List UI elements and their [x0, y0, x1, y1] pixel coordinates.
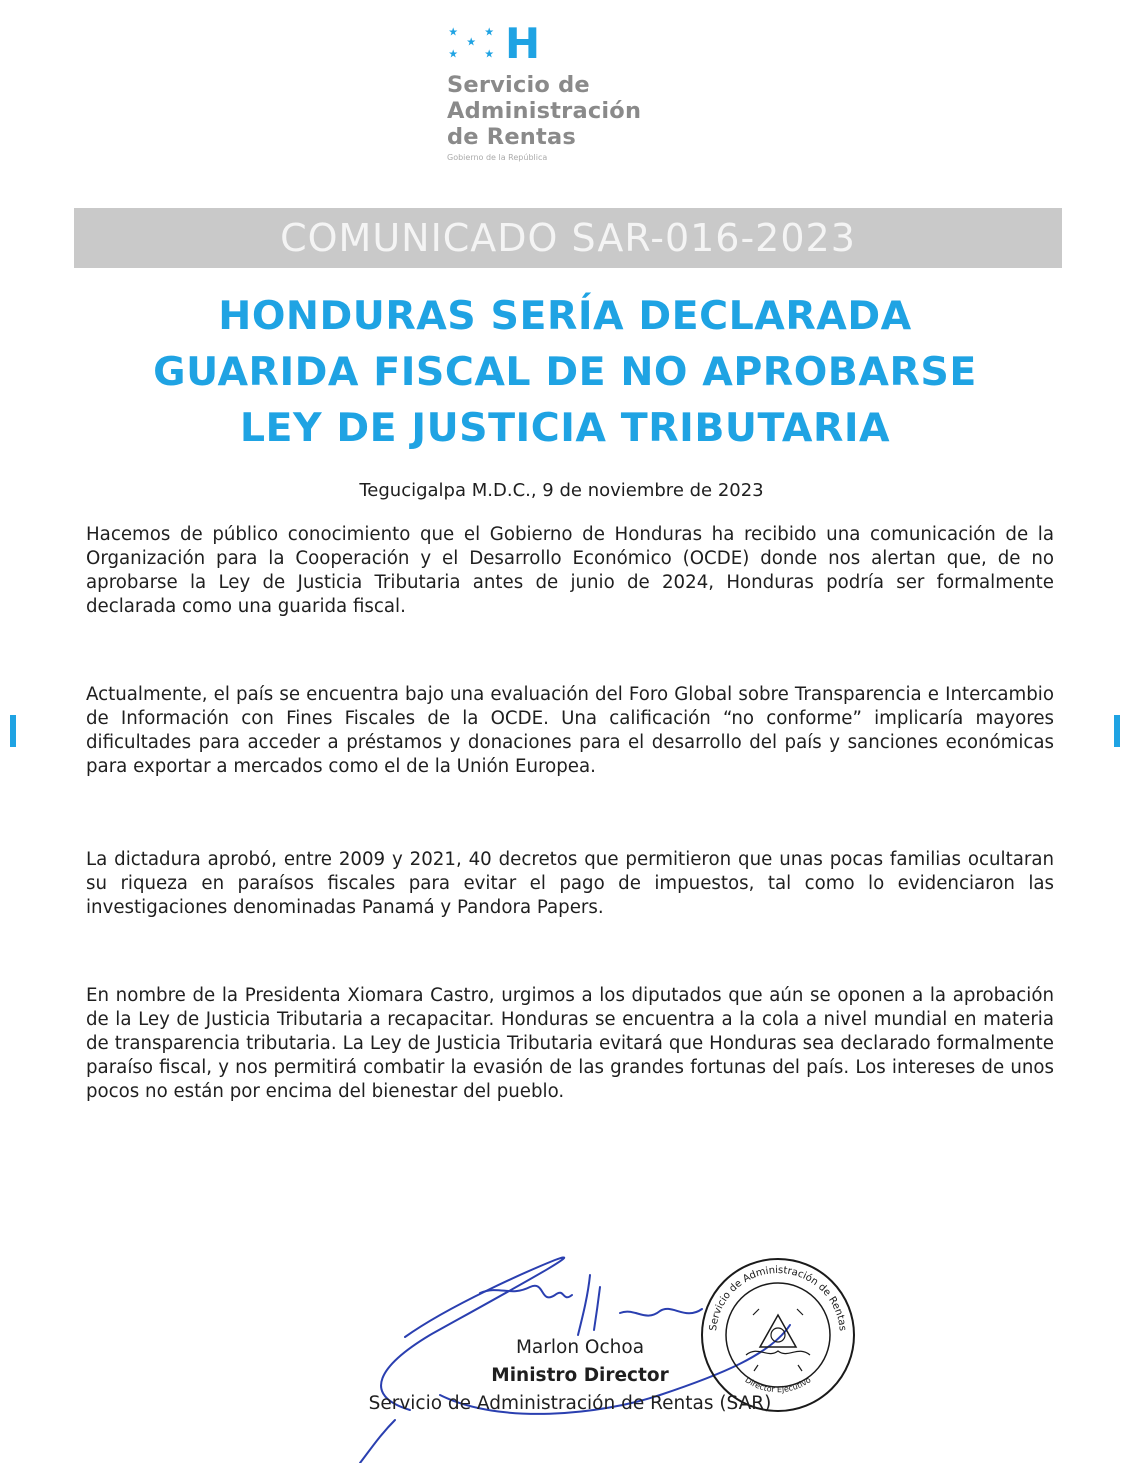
headline-line3: LEY DE JUSTICIA TRIBUTARIA	[239, 405, 891, 451]
svg-text:Director Ejecutivo: Director Ejecutivo	[743, 1375, 813, 1395]
body-paragraph-3: La dictadura aprobó, entre 2009 y 2021, 40 decretos que permitieron que unas pocas familias ocultaran su riqueza en paraísos fiscales para evitar el pago de impuestos, tal como lo evidenciaron las investigaciones denominadas Panamá y Pandora Papers.	[86, 849, 1054, 918]
communique-banner	[74, 208, 1062, 268]
signatory-title: Ministro Director	[491, 1365, 669, 1386]
logo-letter: H	[505, 19, 541, 68]
sar-logo	[447, 19, 707, 162]
official-seal	[698, 1255, 858, 1415]
signature-block	[300, 1225, 880, 1463]
dateline: Tegucigalpa M.D.C., 9 de noviembre de 2023	[359, 480, 764, 501]
logo-name	[447, 72, 707, 150]
body-paragraph-2: Actualmente, el país se encuentra bajo una evaluación del Foro Global sobre Transparencia e Intercambio de Información con Fines Fiscales de la OCDE. Una calificación “no conforme” implicaría mayores dificultades para acceder a préstamos y donaciones para el desarrollo del país y sanciones económicas para exportar a mercados como el de la Unión Europea.	[86, 684, 1054, 777]
logo-name-line2: Administración	[447, 98, 642, 124]
left-margin-marker	[10, 715, 16, 747]
body-paragraph-4: En nombre de la Presidenta Xiomara Castro, urgimos a los diputados que aún se oponen a la aprobación de la Ley de Justicia Tributaria a recapacitar. Honduras se encuentra a la cola a nivel mundial en materia de transparencia tributaria. La Ley de Justicia Tributaria evitará que Honduras sea declarado formalmente paraíso fiscal, y nos permitirá combatir la evasión de las grandes fortunas del país. Los intereses de unos pocos no están por encima del bienestar del pueblo.	[86, 985, 1054, 1102]
headline	[60, 288, 1070, 456]
signatory-organization: Servicio de Administración de Rentas (SAR)	[368, 1393, 772, 1414]
stars-icon	[447, 26, 503, 62]
logo-mark	[447, 19, 707, 68]
headline-line2: GUARIDA FISCAL DE NO APROBARSE	[153, 349, 977, 395]
right-margin-marker	[1114, 715, 1120, 747]
svg-text:Servicio de Administración de: Servicio de Administración de Rentas	[708, 1264, 848, 1332]
signatory-name: Marlon Ochoa	[515, 1337, 645, 1358]
body-paragraph-1: Hacemos de público conocimiento que el Gobierno de Honduras ha recibido una comunicación de la Organización para la Cooperación y el Desarrollo Económico (OCDE) donde nos alertan que, de no aprobarse la Ley de Justicia Tributaria antes de junio de 2024, Honduras podría ser formalmente declarada como una guarida fiscal.	[86, 524, 1054, 617]
logo-name-line1: Servicio de	[447, 72, 590, 98]
communique-number: COMUNICADO SAR-016-2023	[280, 216, 856, 260]
logo-subtitle: Gobierno de la República	[447, 153, 548, 162]
headline-line1: HONDURAS SERÍA DECLARADA	[218, 293, 912, 339]
logo-name-line3: de Rentas	[447, 124, 576, 150]
